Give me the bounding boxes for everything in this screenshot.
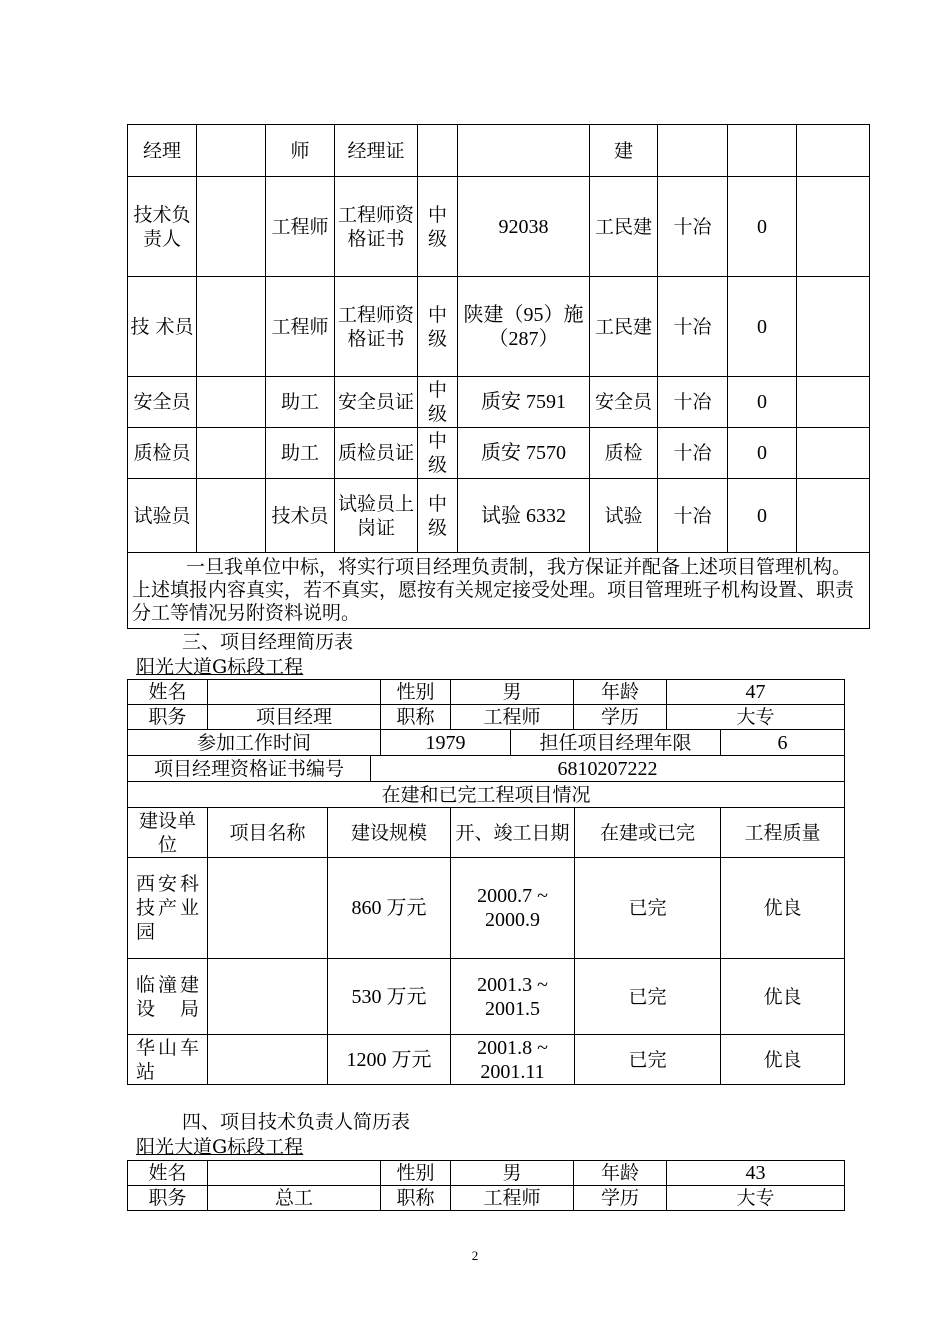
specialty-cell: 试验 [590, 479, 658, 553]
pm-cert-table [127, 755, 845, 782]
position-label: 职务 [128, 705, 208, 730]
join-time-label: 参加工作时间 [128, 730, 381, 756]
col-header: 工程质量 [721, 808, 845, 858]
title-label: 职称 [381, 1186, 451, 1211]
staff-table [127, 124, 870, 629]
name-cell [197, 377, 266, 428]
statement-cell [128, 553, 870, 629]
grade-cell: 中级 [418, 377, 458, 428]
pm-years-value: 6 [721, 730, 845, 756]
project-unit: 西安科技产业园 [128, 858, 208, 959]
grade-cell: 中级 [418, 479, 458, 553]
title-cell: 技术员 [266, 479, 335, 553]
age-value: 43 [667, 1161, 845, 1186]
pm-info-row [128, 680, 845, 705]
cert-no-value: 6810207222 [371, 756, 845, 782]
company-cell: 十冶 [658, 277, 728, 377]
cert-cell: 安全员证 [335, 377, 418, 428]
title-cell: 助工 [266, 377, 335, 428]
cert-no-cell [458, 125, 590, 177]
role-cell: 技 术员 [128, 277, 197, 377]
staff-row [128, 125, 870, 177]
cert-no-cell: 质安 7591 [458, 377, 590, 428]
count-cell [728, 125, 797, 177]
cert-cell: 质检员证 [335, 428, 418, 479]
role-cell: 安全员 [128, 377, 197, 428]
col-header: 建设单位 [128, 808, 208, 858]
staff-row [128, 277, 870, 377]
position-label: 职务 [128, 1186, 208, 1211]
grade-cell: 中级 [418, 428, 458, 479]
count-cell: 0 [728, 428, 797, 479]
cert-no-cell: 92038 [458, 177, 590, 277]
count-cell: 0 [728, 377, 797, 428]
staff-row [128, 428, 870, 479]
join-time-value: 1979 [381, 730, 511, 756]
age-label: 年龄 [574, 680, 667, 705]
section4-project-name: 阳光大道G标段工程 [136, 1136, 304, 1158]
project-unit: 临潼建设局 [128, 959, 208, 1035]
cert-no-label: 项目经理资格证书编号 [128, 756, 371, 782]
statement-text: 一旦我单位中标，将实行项目经理负责制，我方保证并配备上述项目管理机构。上述填报内容真实，若不真实，愿按有关规定接受处理。项目管理班子机构设置、职责分工等情况另附资料说明。 [132, 556, 855, 624]
pm-work-table [127, 729, 845, 756]
col-header: 项目名称 [208, 808, 328, 858]
count-cell: 0 [728, 479, 797, 553]
tech-lead-row [128, 1186, 845, 1211]
project-date: 2001.3 ~ 2001.5 [451, 959, 575, 1035]
title-cell: 工程师 [266, 177, 335, 277]
position-value: 项目经理 [208, 705, 381, 730]
company-cell: 十冶 [658, 479, 728, 553]
specialty-cell: 建 [590, 125, 658, 177]
cert-no-cell: 质安 7570 [458, 428, 590, 479]
role-cell: 经理 [128, 125, 197, 177]
role-cell: 质检员 [128, 428, 197, 479]
name-value [208, 1161, 381, 1186]
company-cell [658, 125, 728, 177]
pm-cert-row [128, 756, 845, 782]
specialty-cell: 质检 [590, 428, 658, 479]
project-name [208, 1035, 328, 1085]
cert-cell: 工程师资格证书 [335, 277, 418, 377]
name-cell [197, 125, 266, 177]
name-cell [197, 428, 266, 479]
education-label: 学历 [574, 705, 667, 730]
project-row [128, 1035, 845, 1085]
project-date: 2000.7 ~ 2000.9 [451, 858, 575, 959]
cert-cell: 工程师资格证书 [335, 177, 418, 277]
remark-cell [797, 479, 870, 553]
project-scale: 860 万元 [328, 858, 451, 959]
company-cell: 十冶 [658, 177, 728, 277]
cert-cell: 经理证 [335, 125, 418, 177]
name-cell [197, 479, 266, 553]
grade-cell: 中级 [418, 177, 458, 277]
col-header: 建设规模 [328, 808, 451, 858]
count-cell: 0 [728, 177, 797, 277]
title-cell: 助工 [266, 428, 335, 479]
title-value: 工程师 [451, 1186, 574, 1211]
gender-label: 性别 [381, 680, 451, 705]
tech-lead-table [127, 1160, 845, 1211]
gender-label: 性别 [381, 1161, 451, 1186]
project-status: 已完 [575, 959, 721, 1035]
tech-lead-row [128, 1161, 845, 1186]
project-status: 已完 [575, 1035, 721, 1085]
section3-project-name: 阳光大道G标段工程 [136, 656, 304, 678]
project-quality: 优良 [721, 1035, 845, 1085]
staff-row [128, 479, 870, 553]
project-scale: 1200 万元 [328, 1035, 451, 1085]
title-cell: 工程师 [266, 277, 335, 377]
title-label: 职称 [381, 705, 451, 730]
company-cell: 十冶 [658, 377, 728, 428]
pm-work-row [128, 730, 845, 756]
remark-cell [797, 177, 870, 277]
cert-no-cell: 试验 6332 [458, 479, 590, 553]
position-value: 总工 [208, 1186, 381, 1211]
project-scale: 530 万元 [328, 959, 451, 1035]
specialty-cell: 安全员 [590, 377, 658, 428]
project-name [208, 959, 328, 1035]
project-quality: 优良 [721, 959, 845, 1035]
pm-info-row [128, 705, 845, 730]
title-cell: 师 [266, 125, 335, 177]
remark-cell [797, 377, 870, 428]
col-header: 在建或已完 [575, 808, 721, 858]
pm-projects-table [127, 781, 845, 1085]
cert-cell: 试验员上岗证 [335, 479, 418, 553]
project-date: 2001.8 ~ 2001.11 [451, 1035, 575, 1085]
pm-years-label: 担任项目经理年限 [511, 730, 721, 756]
name-label: 姓名 [128, 1161, 208, 1186]
grade-cell: 中级 [418, 277, 458, 377]
age-label: 年龄 [574, 1161, 667, 1186]
age-value: 47 [667, 680, 845, 705]
name-cell [197, 277, 266, 377]
project-quality: 优良 [721, 858, 845, 959]
project-row [128, 858, 845, 959]
staff-row [128, 377, 870, 428]
education-value: 大专 [667, 1186, 845, 1211]
section4-heading: 四、项目技术负责人简历表 [182, 1111, 411, 1133]
projects-heading: 在建和已完工程项目情况 [128, 782, 845, 808]
project-status: 已完 [575, 858, 721, 959]
specialty-cell: 工民建 [590, 277, 658, 377]
count-cell: 0 [728, 277, 797, 377]
gender-value: 男 [451, 1161, 574, 1186]
role-cell: 技术负责人 [128, 177, 197, 277]
projects-header-row [128, 808, 845, 858]
name-value [208, 680, 381, 705]
col-header: 开、竣工日期 [451, 808, 575, 858]
role-cell: 试验员 [128, 479, 197, 553]
project-row [128, 959, 845, 1035]
cert-no-cell: 陕建（95）施（287） [458, 277, 590, 377]
title-value: 工程师 [451, 705, 574, 730]
gender-value: 男 [451, 680, 574, 705]
specialty-cell: 工民建 [590, 177, 658, 277]
remark-cell [797, 277, 870, 377]
project-name [208, 858, 328, 959]
name-cell [197, 177, 266, 277]
staff-row [128, 177, 870, 277]
education-label: 学历 [574, 1186, 667, 1211]
grade-cell [418, 125, 458, 177]
name-label: 姓名 [128, 680, 208, 705]
remark-cell [797, 428, 870, 479]
statement-row [128, 553, 870, 629]
pm-info-table [127, 679, 845, 730]
remark-cell [797, 125, 870, 177]
company-cell: 十冶 [658, 428, 728, 479]
project-unit: 华山车站 [128, 1035, 208, 1085]
section3-heading: 三、项目经理简历表 [182, 631, 354, 653]
projects-heading-row [128, 782, 845, 808]
education-value: 大专 [667, 705, 845, 730]
page-number: 2 [471, 1248, 479, 1263]
